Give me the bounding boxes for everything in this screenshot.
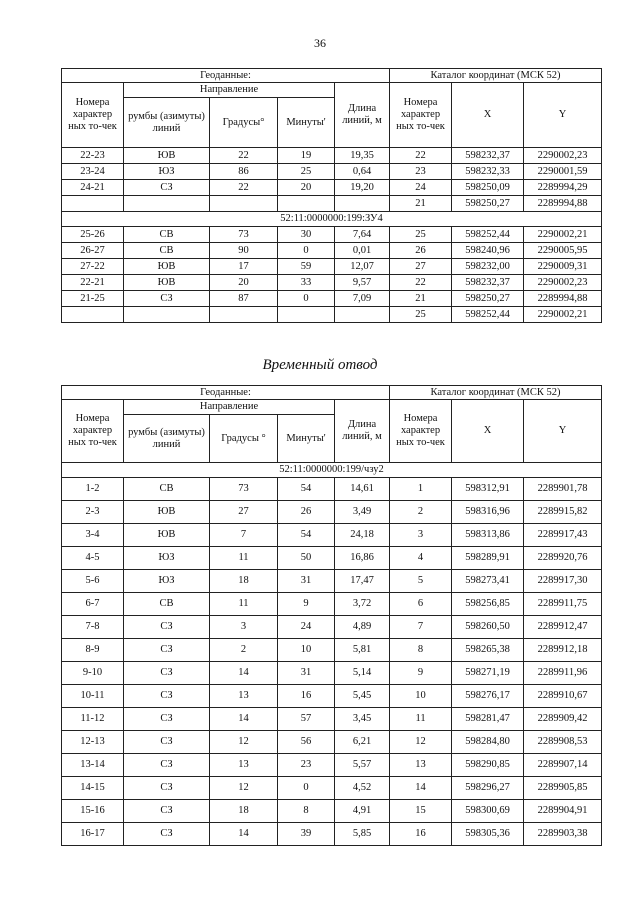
geodata-header: Геоданные:: [62, 386, 390, 400]
point-number-cell: 14: [390, 777, 452, 800]
geodata-header: Геоданные:: [62, 69, 390, 83]
point-number-cell: 15: [390, 800, 452, 823]
segment-cell: 9-10: [62, 662, 124, 685]
degrees-cell: 2: [210, 639, 278, 662]
x-coordinate-cell: 598305,36: [452, 823, 524, 846]
y-coordinate-cell: 2289917,30: [524, 570, 602, 593]
degrees-cell: 90: [210, 243, 278, 259]
rumb-cell: ЮЗ: [124, 164, 210, 180]
point-number-cell: 5: [390, 570, 452, 593]
x-coordinate-cell: 598250,27: [452, 196, 524, 212]
length-cell: 17,47: [335, 570, 390, 593]
segment-cell: 3-4: [62, 524, 124, 547]
y-coordinate-cell: 2290001,59: [524, 164, 602, 180]
point-number-cell: 24: [390, 180, 452, 196]
parcel-group-label: 52:11:0000000:199/чзу2: [62, 463, 602, 478]
degrees-cell: 86: [210, 164, 278, 180]
point-number-cell: 22: [390, 275, 452, 291]
table-1-rows-a: [62, 148, 602, 212]
segment-cell: 6-7: [62, 593, 124, 616]
segment-cell: 26-27: [62, 243, 124, 259]
length-cell: 3,72: [335, 593, 390, 616]
segment-cell: 12-13: [62, 731, 124, 754]
x-coordinate-cell: 598284,80: [452, 731, 524, 754]
minutes-cell: 26: [278, 501, 335, 524]
coordinates-table-1: [61, 68, 602, 323]
table-row: [62, 662, 602, 685]
segment-cell: 5-6: [62, 570, 124, 593]
y-coordinate-cell: 2289917,43: [524, 524, 602, 547]
length-cell: 5,81: [335, 639, 390, 662]
table-1-rows-b: [62, 227, 602, 323]
length-cell: 19,20: [335, 180, 390, 196]
table-row: [62, 227, 602, 243]
point-number-cell: 12: [390, 731, 452, 754]
length-cell: [335, 307, 390, 323]
length-cell: 9,57: [335, 275, 390, 291]
segment-cell: 25-26: [62, 227, 124, 243]
rumb-cell: ЮВ: [124, 148, 210, 164]
minutes-cell: 24: [278, 616, 335, 639]
y-coordinate-cell: 2289912,47: [524, 616, 602, 639]
table-row: [62, 685, 602, 708]
section-title: Временный отвод: [262, 357, 378, 373]
table-row: [62, 800, 602, 823]
point-number-cell: 13: [390, 754, 452, 777]
y-coordinate-cell: 2289904,91: [524, 800, 602, 823]
table-2-rows: [62, 478, 602, 846]
y-coordinate-cell: 2289908,53: [524, 731, 602, 754]
rumb-cell: СЗ: [124, 685, 210, 708]
y-coordinate-cell: 2289905,85: [524, 777, 602, 800]
x-coordinate-cell: 598252,44: [452, 307, 524, 323]
length-cell: 7,09: [335, 291, 390, 307]
degrees-header: Градусы °: [210, 415, 278, 463]
point-number-cell: 27: [390, 259, 452, 275]
length-cell: 5,45: [335, 685, 390, 708]
y-coordinate-cell: 2289994,88: [524, 196, 602, 212]
minutes-header: Минуты': [278, 415, 335, 463]
minutes-cell: 30: [278, 227, 335, 243]
x-coordinate-cell: 598271,19: [452, 662, 524, 685]
y-coordinate-cell: 2290002,21: [524, 307, 602, 323]
segment-cell: 7-8: [62, 616, 124, 639]
rumb-cell: СВ: [124, 227, 210, 243]
degrees-cell: 73: [210, 478, 278, 501]
minutes-cell: 54: [278, 524, 335, 547]
x-coordinate-cell: 598256,85: [452, 593, 524, 616]
point-number-cell: 3: [390, 524, 452, 547]
y-header: Y: [524, 400, 602, 463]
direction-header: Направление: [124, 400, 335, 415]
point-number-cell: 2: [390, 501, 452, 524]
point-number-cell: 11: [390, 708, 452, 731]
length-cell: 6,21: [335, 731, 390, 754]
degrees-cell: 14: [210, 708, 278, 731]
length-cell: 14,61: [335, 478, 390, 501]
y-coordinate-cell: 2289911,96: [524, 662, 602, 685]
y-header: Y: [524, 83, 602, 148]
minutes-cell: 57: [278, 708, 335, 731]
x-coordinate-cell: 598252,44: [452, 227, 524, 243]
minutes-cell: 54: [278, 478, 335, 501]
degrees-cell: 14: [210, 662, 278, 685]
minutes-cell: 8: [278, 800, 335, 823]
rumb-cell: СЗ: [124, 708, 210, 731]
minutes-cell: [278, 307, 335, 323]
table-row: [62, 777, 602, 800]
point-number-cell: 1: [390, 478, 452, 501]
y-coordinate-cell: 2290009,31: [524, 259, 602, 275]
degrees-cell: 87: [210, 291, 278, 307]
y-coordinate-cell: 2289912,18: [524, 639, 602, 662]
y-coordinate-cell: 2289901,78: [524, 478, 602, 501]
point-number-cell: 26: [390, 243, 452, 259]
x-coordinate-cell: 598281,47: [452, 708, 524, 731]
degrees-cell: 11: [210, 593, 278, 616]
y-coordinate-cell: 2289915,82: [524, 501, 602, 524]
table-row: [62, 639, 602, 662]
length-cell: 4,91: [335, 800, 390, 823]
x-coordinate-cell: 598290,85: [452, 754, 524, 777]
rumb-cell: СЗ: [124, 823, 210, 846]
rumb-cell: СЗ: [124, 662, 210, 685]
table-row: [62, 291, 602, 307]
minutes-cell: 39: [278, 823, 335, 846]
rumb-cell: ЮЗ: [124, 570, 210, 593]
table-row: [62, 754, 602, 777]
x-coordinate-cell: 598260,50: [452, 616, 524, 639]
degrees-cell: 3: [210, 616, 278, 639]
rumb-cell: СВ: [124, 593, 210, 616]
degrees-header: Градусы°: [210, 98, 278, 148]
catalog-header: Каталог координат (МСК 52): [390, 69, 602, 83]
rumb-cell: ЮВ: [124, 524, 210, 547]
minutes-cell: 16: [278, 685, 335, 708]
length-cell: 7,64: [335, 227, 390, 243]
segment-cell: 22-21: [62, 275, 124, 291]
point-number-cell: 10: [390, 685, 452, 708]
x-coordinate-cell: 598250,09: [452, 180, 524, 196]
segment-cell: 1-2: [62, 478, 124, 501]
y-coordinate-cell: 2290002,23: [524, 148, 602, 164]
length-cell: [335, 196, 390, 212]
degrees-cell: [210, 307, 278, 323]
catalog-point-numbers-header: Номера характер ных то-чек: [390, 83, 452, 148]
minutes-cell: 50: [278, 547, 335, 570]
point-number-cell: 21: [390, 196, 452, 212]
minutes-cell: 10: [278, 639, 335, 662]
length-cell: 3,45: [335, 708, 390, 731]
point-number-cell: 8: [390, 639, 452, 662]
table-row: [62, 148, 602, 164]
y-coordinate-cell: 2290005,95: [524, 243, 602, 259]
direction-header: Направление: [124, 83, 335, 98]
length-cell: 19,35: [335, 148, 390, 164]
length-cell: 5,14: [335, 662, 390, 685]
point-number-cell: 16: [390, 823, 452, 846]
y-coordinate-cell: 2289920,76: [524, 547, 602, 570]
degrees-cell: 73: [210, 227, 278, 243]
segment-cell: 11-12: [62, 708, 124, 731]
degrees-cell: 13: [210, 685, 278, 708]
rumb-header: румбы (азимуты) линий: [124, 415, 210, 463]
minutes-cell: 0: [278, 243, 335, 259]
table-row: [62, 823, 602, 846]
y-coordinate-cell: 2289907,14: [524, 754, 602, 777]
segment-cell: 21-25: [62, 291, 124, 307]
length-header: Длина линий, м: [335, 83, 390, 148]
minutes-header: Минуты': [278, 98, 335, 148]
point-number-cell: 6: [390, 593, 452, 616]
rumb-cell: [124, 307, 210, 323]
degrees-cell: 12: [210, 777, 278, 800]
minutes-cell: 56: [278, 731, 335, 754]
point-number-cell: 21: [390, 291, 452, 307]
rumb-cell: СЗ: [124, 731, 210, 754]
table-row: [62, 307, 602, 323]
y-coordinate-cell: 2289903,38: [524, 823, 602, 846]
x-coordinate-cell: 598232,33: [452, 164, 524, 180]
table-row: [62, 524, 602, 547]
table-row: [62, 731, 602, 754]
x-coordinate-cell: 598296,27: [452, 777, 524, 800]
length-cell: 0,01: [335, 243, 390, 259]
length-cell: 5,57: [335, 754, 390, 777]
minutes-cell: 0: [278, 291, 335, 307]
minutes-cell: 0: [278, 777, 335, 800]
degrees-cell: 14: [210, 823, 278, 846]
x-coordinate-cell: 598250,27: [452, 291, 524, 307]
x-coordinate-cell: 598273,41: [452, 570, 524, 593]
minutes-cell: 33: [278, 275, 335, 291]
y-coordinate-cell: 2289909,42: [524, 708, 602, 731]
segment-cell: 14-15: [62, 777, 124, 800]
degrees-cell: 22: [210, 148, 278, 164]
segment-cell: 16-17: [62, 823, 124, 846]
length-cell: 0,64: [335, 164, 390, 180]
table-row: [62, 708, 602, 731]
minutes-cell: 31: [278, 570, 335, 593]
table-row: [62, 259, 602, 275]
segment-cell: 4-5: [62, 547, 124, 570]
segment-cell: 2-3: [62, 501, 124, 524]
x-coordinate-cell: 598240,96: [452, 243, 524, 259]
table-row: [62, 547, 602, 570]
x-header: X: [452, 83, 524, 148]
degrees-cell: [210, 196, 278, 212]
y-coordinate-cell: 2289910,67: [524, 685, 602, 708]
rumb-header: румбы (азимуты) линий: [124, 98, 210, 148]
rumb-cell: СЗ: [124, 180, 210, 196]
y-coordinate-cell: 2290002,21: [524, 227, 602, 243]
length-cell: 12,07: [335, 259, 390, 275]
minutes-cell: 20: [278, 180, 335, 196]
rumb-cell: ЮВ: [124, 259, 210, 275]
parcel-group-label: 52:11:0000000:199:ЗУ4: [62, 212, 602, 227]
degrees-cell: 27: [210, 501, 278, 524]
segment-cell: 10-11: [62, 685, 124, 708]
x-coordinate-cell: 598232,00: [452, 259, 524, 275]
segment-cell: 27-22: [62, 259, 124, 275]
minutes-cell: 19: [278, 148, 335, 164]
rumb-cell: СЗ: [124, 800, 210, 823]
rumb-cell: СЗ: [124, 639, 210, 662]
minutes-cell: 31: [278, 662, 335, 685]
minutes-cell: 25: [278, 164, 335, 180]
point-numbers-header: Номера характер ных то-чек: [62, 83, 124, 148]
table-row: [62, 593, 602, 616]
point-number-cell: 4: [390, 547, 452, 570]
length-cell: 3,49: [335, 501, 390, 524]
x-coordinate-cell: 598300,69: [452, 800, 524, 823]
degrees-cell: 22: [210, 180, 278, 196]
degrees-cell: 20: [210, 275, 278, 291]
degrees-cell: 7: [210, 524, 278, 547]
catalog-header: Каталог координат (МСК 52): [390, 386, 602, 400]
x-coordinate-cell: 598312,91: [452, 478, 524, 501]
point-number-cell: 25: [390, 307, 452, 323]
minutes-cell: 59: [278, 259, 335, 275]
degrees-cell: 17: [210, 259, 278, 275]
minutes-cell: [278, 196, 335, 212]
x-coordinate-cell: 598289,91: [452, 547, 524, 570]
rumb-cell: СЗ: [124, 777, 210, 800]
point-number-cell: 25: [390, 227, 452, 243]
segment-cell: 22-23: [62, 148, 124, 164]
point-number-cell: 22: [390, 148, 452, 164]
table-row: [62, 196, 602, 212]
length-cell: 4,89: [335, 616, 390, 639]
x-coordinate-cell: 598313,86: [452, 524, 524, 547]
rumb-cell: СЗ: [124, 291, 210, 307]
rumb-cell: СВ: [124, 478, 210, 501]
rumb-cell: [124, 196, 210, 212]
rumb-cell: СВ: [124, 243, 210, 259]
point-number-cell: 9: [390, 662, 452, 685]
rumb-cell: ЮВ: [124, 275, 210, 291]
minutes-cell: 9: [278, 593, 335, 616]
y-coordinate-cell: 2289994,29: [524, 180, 602, 196]
y-coordinate-cell: 2289911,75: [524, 593, 602, 616]
table-row: [62, 275, 602, 291]
length-header: Длина линий, м: [335, 400, 390, 463]
degrees-cell: 18: [210, 800, 278, 823]
segment-cell: 15-16: [62, 800, 124, 823]
rumb-cell: ЮЗ: [124, 547, 210, 570]
table-row: [62, 164, 602, 180]
length-cell: 4,52: [335, 777, 390, 800]
segment-cell: 8-9: [62, 639, 124, 662]
table-row: [62, 180, 602, 196]
rumb-cell: СЗ: [124, 616, 210, 639]
x-coordinate-cell: 598265,38: [452, 639, 524, 662]
minutes-cell: 23: [278, 754, 335, 777]
table-row: [62, 616, 602, 639]
segment-cell: [62, 196, 124, 212]
table-row: [62, 478, 602, 501]
y-coordinate-cell: 2290002,23: [524, 275, 602, 291]
degrees-cell: 13: [210, 754, 278, 777]
table-row: [62, 501, 602, 524]
x-header: X: [452, 400, 524, 463]
length-cell: 24,18: [335, 524, 390, 547]
x-coordinate-cell: 598232,37: [452, 148, 524, 164]
rumb-cell: СЗ: [124, 754, 210, 777]
table-row: [62, 243, 602, 259]
segment-cell: [62, 307, 124, 323]
segment-cell: 13-14: [62, 754, 124, 777]
segment-cell: 24-21: [62, 180, 124, 196]
coordinates-table-2: [61, 385, 602, 846]
page-number: 36: [314, 36, 326, 50]
segment-cell: 23-24: [62, 164, 124, 180]
point-numbers-header: Номера характер ных то-чек: [62, 400, 124, 463]
degrees-cell: 11: [210, 547, 278, 570]
table-row: [62, 570, 602, 593]
point-number-cell: 23: [390, 164, 452, 180]
length-cell: 16,86: [335, 547, 390, 570]
x-coordinate-cell: 598316,96: [452, 501, 524, 524]
degrees-cell: 18: [210, 570, 278, 593]
catalog-point-numbers-header: Номера характер ных то-чек: [390, 400, 452, 463]
y-coordinate-cell: 2289994,88: [524, 291, 602, 307]
length-cell: 5,85: [335, 823, 390, 846]
x-coordinate-cell: 598276,17: [452, 685, 524, 708]
rumb-cell: ЮВ: [124, 501, 210, 524]
x-coordinate-cell: 598232,37: [452, 275, 524, 291]
point-number-cell: 7: [390, 616, 452, 639]
degrees-cell: 12: [210, 731, 278, 754]
